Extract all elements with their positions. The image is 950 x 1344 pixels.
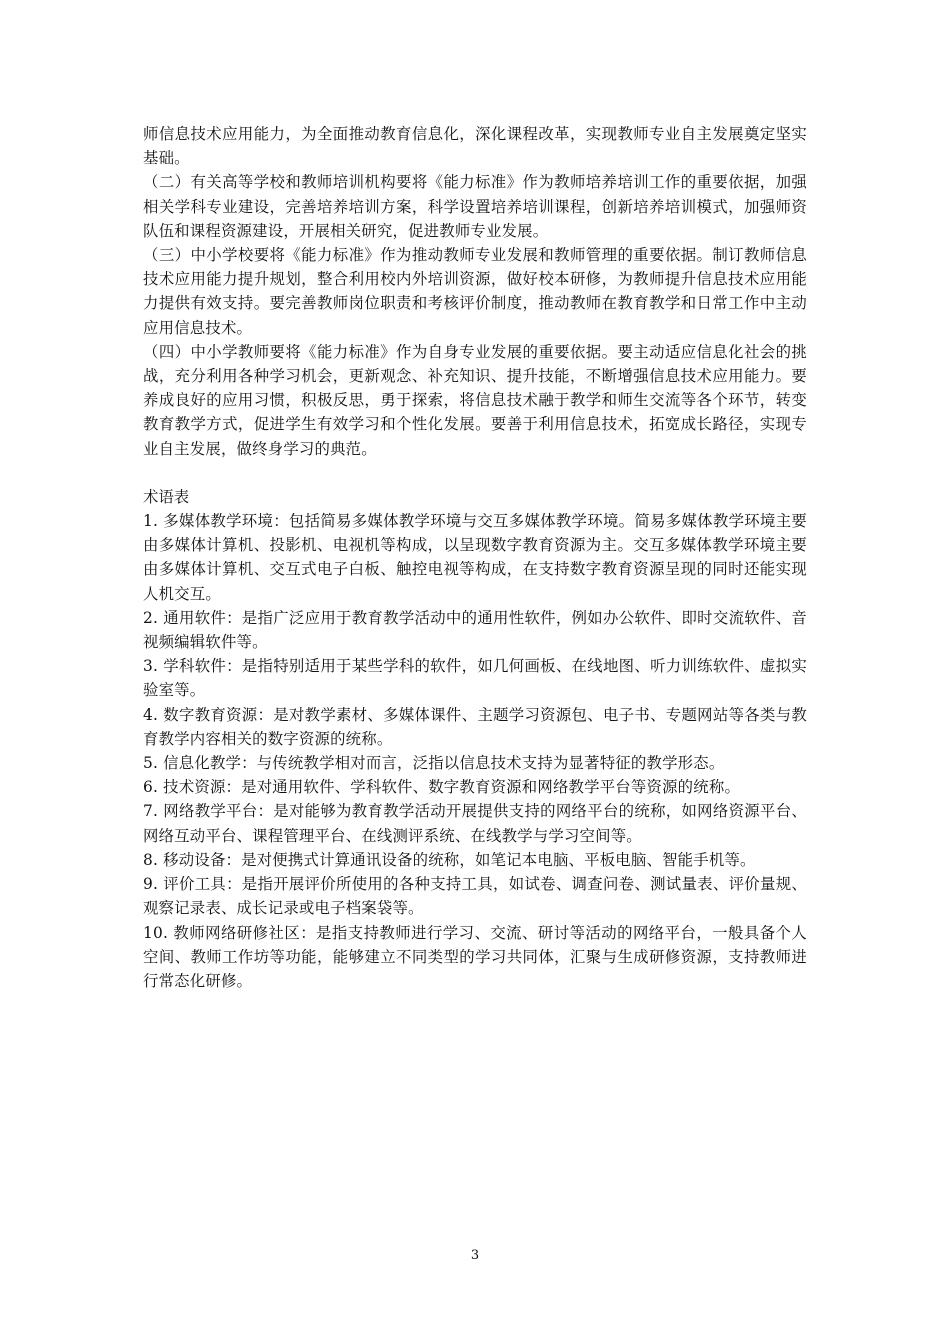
glossary-title: 术语表 — [143, 487, 190, 506]
page-number: 3 — [470, 1248, 480, 1263]
section-spacer — [143, 461, 807, 485]
glossary-item-2: 2. 通用软件：是指广泛应用于教育教学活动中的通用性软件，例如办公软件、即时交流软件、音视频编辑软件等。 — [143, 608, 807, 652]
body-paragraph-4: （四）中小学教师要将《能力标准》作为自身专业发展的重要依据。要主动适应信息化社会的挑战，充分利用各种学习机会，更新观念、补充知识、提升技能，不断增强信息技术应用能力。要养成良好的应用习惯，积极反思，勇于探索，将信息技术融于教学和师生交流等各个环节，转变教育教学方式，促进学生有效学习和个性化发展。要善于利用信息技术，拓宽成长路径，实现专业自主发展，做终身学习的典范。 — [143, 342, 807, 458]
body-paragraph-3: （三）中小学校要将《能力标准》作为推动教师专业发展和教师管理的重要依据。制订教师信息技术应用能力提升规划，整合利用校内外培训资源，做好校本研修，为教师提升信息技术应用能力提供有效支持。要完善教师岗位职责和考核评价制度，推动教师在教育教学和日常工作中主动应用信息技术。 — [143, 246, 807, 337]
glossary-item-3: 3. 学科软件：是指特别适用于某些学科的软件，如几何画板、在线地图、听力训练软件、虚拟实验室等。 — [143, 657, 807, 700]
body-paragraph-2: （二）有关高等学校和教师培训机构要将《能力标准》作为教师培养培训工作的重要依据，加强相关学科专业建设，完善培养培训方案，科学设置培养培训课程，创新培养培训模式，加强师资队伍和课程资源建设，开展相关研究，促进教师专业发展。 — [143, 173, 807, 240]
glossary-item-8: 8. 移动设备：是对便携式计算通讯设备的统称，如笔记本电脑、平板电脑、智能手机等。 — [143, 850, 756, 869]
glossary-item-6: 6. 技术资源：是对通用软件、学科软件、数字教育资源和网络教学平台等资源的统称。 — [143, 778, 741, 797]
glossary-item-5: 5. 信息化教学：与传统教学相对而言，泛指以信息技术支持为显著特征的教学形态。 — [143, 754, 725, 773]
glossary-item-9: 9. 评价工具：是指开展评价所使用的各种支持工具，如试卷、调查问卷、测试量表、评价量规、观察记录表、成长记录或电子档案袋等。 — [143, 875, 807, 918]
glossary-item-4: 4. 数字教育资源：是对教学素材、多媒体课件、主题学习资源包、电子书、专题网站等各类与教育教学内容相关的数字资源的统称。 — [143, 705, 807, 748]
glossary-item-1: 1. 多媒体教学环境：包括简易多媒体教学环境与交互多媒体教学环境。简易多媒体教学环境主要由多媒体计算机、投影机、电视机等构成，以呈现数字教育资源为主。交互多媒体教学环境主要由多媒体计算机、交互式电子白板、触控电视等构成，在支持数字教育资源呈现的同时还能实现人机交互。 — [143, 512, 807, 603]
document-page — [143, 122, 807, 993]
glossary-item-7: 7. 网络教学平台：是对能够为教育教学活动开展提供支持的网络平台的统称，如网络资源平台、网络互动平台、课程管理平台、在线测评系统、在线教学与学习空间等。 — [143, 802, 807, 845]
body-paragraph-continuation: 师信息技术应用能力，为全面推动教育信息化，深化课程改革，实现教师专业自主发展奠定坚实基础。 — [143, 125, 807, 168]
glossary-item-10: 10. 教师网络研修社区：是指支持教师进行学习、交流、研讨等活动的网络平台，一般具备个人空间、教师工作坊等功能，能够建立不同类型的学习共同体，汇聚与生成研修资源，支持教师进行常态化研修。 — [143, 923, 807, 990]
